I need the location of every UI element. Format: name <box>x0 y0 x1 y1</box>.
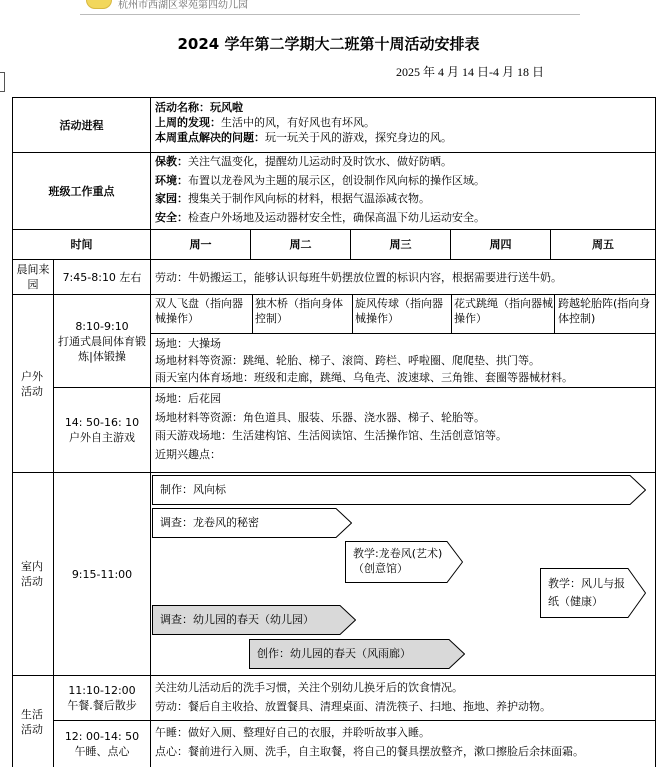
arrow-tornado-art <box>345 541 463 583</box>
indoor-time: 9:15-11:00 <box>71 567 133 581</box>
arrow-label: 调查：幼儿园的春天（幼儿园） <box>160 613 314 626</box>
lunch-details <box>155 678 653 720</box>
activity-name-value: 玩风啦 <box>210 101 243 114</box>
work-item-key: 安全： <box>155 210 188 224</box>
free-play-time-cell <box>56 388 148 472</box>
page-edge-marker <box>0 72 5 92</box>
outdoor-thu-item: 花式跳绳（指向器械操作） <box>454 297 553 325</box>
morning-content: 劳动：牛奶搬运工，能够认识每班牛奶摆放位置的标识内容，根据需要进行送牛奶。 <box>155 270 562 284</box>
outdoor-wed-item: 旋风传球（指向器械操作） <box>355 297 443 325</box>
lunch-detail-line: 关注幼儿活动后的洗手习惯，关注个别幼儿换牙后的饮食情况。 <box>155 681 463 694</box>
day-header-wed: 周三 <box>389 238 412 251</box>
arrow-label: 创作：幼儿园的春天（风雨廊） <box>257 647 411 660</box>
day-header-mon: 周一 <box>189 238 212 251</box>
free-play-detail-line: 雨天游戏场地：生活建构馆、生活阅读馆、生活操作馆、生活创意馆等。 <box>155 429 507 442</box>
arrow-tornado-survey <box>152 508 352 538</box>
work-item-key: 环境： <box>155 173 188 187</box>
focus-key: 本周重点解决的问题： <box>155 131 265 144</box>
outdoor-label: 户外活动 <box>21 369 43 398</box>
morning-time: 7:45-8:10 左右 <box>62 270 142 284</box>
page-title: 2024 学年第二学期大二班第十周活动安排表 <box>177 35 480 53</box>
arrow-label: 调查：龙卷风的秘密 <box>160 516 259 529</box>
last-week-value: 生活中的风，有好风也有坏风。 <box>221 116 375 129</box>
focus-value: 玩一玩关于风的游戏，探究身边的风。 <box>265 131 452 144</box>
exercise-detail-line: 场地材料等资源：跳绳、轮胎、梯子、滚筒、跨栏、呼啦圈、爬爬垫、拱门等。 <box>155 354 540 367</box>
exercise-detail-line: 场地：大操场 <box>155 337 221 350</box>
day-header-fri: 周五 <box>592 238 614 251</box>
work-item-value: 关注气温变化，提醒幼儿运动时及时饮水、做好防晒。 <box>188 155 452 168</box>
nap-detail-line: 午睡：做好入厕、整理好自己的衣服，并聆听故事入睡。 <box>155 726 430 739</box>
progress-content <box>155 100 650 152</box>
nap-name: 午睡、点心 <box>74 745 130 758</box>
lunch-name: 午餐.餐后散步 <box>67 699 137 712</box>
nap-time: 12: 00-14: 50 <box>64 730 140 743</box>
arrow-label: 教学:龙卷风(艺术)（创意馆） <box>353 547 443 575</box>
exercise-time: 8:10-9:10 <box>75 319 129 333</box>
nap-details <box>155 723 653 767</box>
free-play-detail-line: 场地材料等资源：角色道具、服装、乐器、浇水器、梯子、轮胎等。 <box>155 410 485 424</box>
work-item-value: 搜集关于制作风向标的材料，根据气温添减衣物。 <box>188 192 430 205</box>
exercise-details <box>155 335 653 387</box>
nap-detail-line: 点心：餐前进行入厕、洗手，自主取餐，将自己的餐具摆放整齐，漱口擦脸后余抹面霜。 <box>155 745 584 758</box>
free-play-time: 14: 50-16: 10 <box>64 416 140 429</box>
lunch-detail-line: 劳动：餐后自主收拾、放置餐具、清理桌面、清洗筷子、扫地、拖地、养护动物。 <box>155 700 551 713</box>
day-header-thu: 周四 <box>489 238 512 251</box>
day-header-tue: 周二 <box>289 238 312 251</box>
nap-time-cell <box>56 721 148 767</box>
arrow-spring-creation <box>249 639 465 669</box>
date-range: 2025 年 4 月 14 日-4 月 18 日 <box>396 65 544 79</box>
free-play-name: 户外自主游戏 <box>69 431 135 444</box>
activity-name-key: 活动名称： <box>155 101 210 114</box>
morning-label: 晨间来园 <box>16 263 50 291</box>
work-item-value: 布置以龙卷风为主题的展示区，创设制作风向标的操作区域。 <box>188 173 485 187</box>
time-column-header: 时间 <box>70 238 93 251</box>
last-week-key: 上周的发现： <box>155 116 221 129</box>
outdoor-fri-item: 跨越轮胎阵(指向身体控制) <box>558 297 651 325</box>
work-item-value: 检查户外场地及运动器材安全性，确保高温下幼儿运动安全。 <box>188 210 485 224</box>
free-play-details <box>155 390 653 470</box>
arrow-label: 教学：风儿与报纸（健康） <box>548 577 625 608</box>
lunch-time: 11:10-12:00 <box>68 684 136 697</box>
life-label: 生活活动 <box>21 707 43 736</box>
exercise-detail-line: 雨天室内体育场地：班级和走廊，跳绳、乌龟壳、波速球、三角锥、套圈等器械材料。 <box>155 371 573 384</box>
outdoor-tue-item: 独木桥（指向身体控制） <box>255 297 343 325</box>
work-item-key: 家园： <box>155 192 188 205</box>
free-play-detail-line: 场地：后花园 <box>155 392 221 405</box>
school-name: 杭州市西湖区翠苑第四幼儿园 <box>118 0 248 11</box>
arrow-wind-newspaper <box>540 568 646 618</box>
work-item-key: 保教： <box>155 155 188 168</box>
lunch-time-cell <box>56 676 148 720</box>
exercise-time-cell <box>56 295 148 387</box>
progress-label: 活动进程 <box>59 118 104 132</box>
arrow-spring-survey <box>152 605 356 635</box>
outdoor-mon-item: 双人飞盘（指向器械操作） <box>155 297 243 325</box>
work-focus-label: 班级工作重点 <box>48 184 115 198</box>
arrow-label: 制作：风向标 <box>160 483 226 496</box>
free-play-detail-line: 近期兴趣点： <box>155 447 221 461</box>
indoor-label: 室内活动 <box>21 560 43 588</box>
work-focus-content <box>155 153 650 229</box>
arrow-make-wind-vane <box>152 475 646 505</box>
exercise-name: 打通式晨间体育锻炼|体锻操 <box>58 334 146 363</box>
